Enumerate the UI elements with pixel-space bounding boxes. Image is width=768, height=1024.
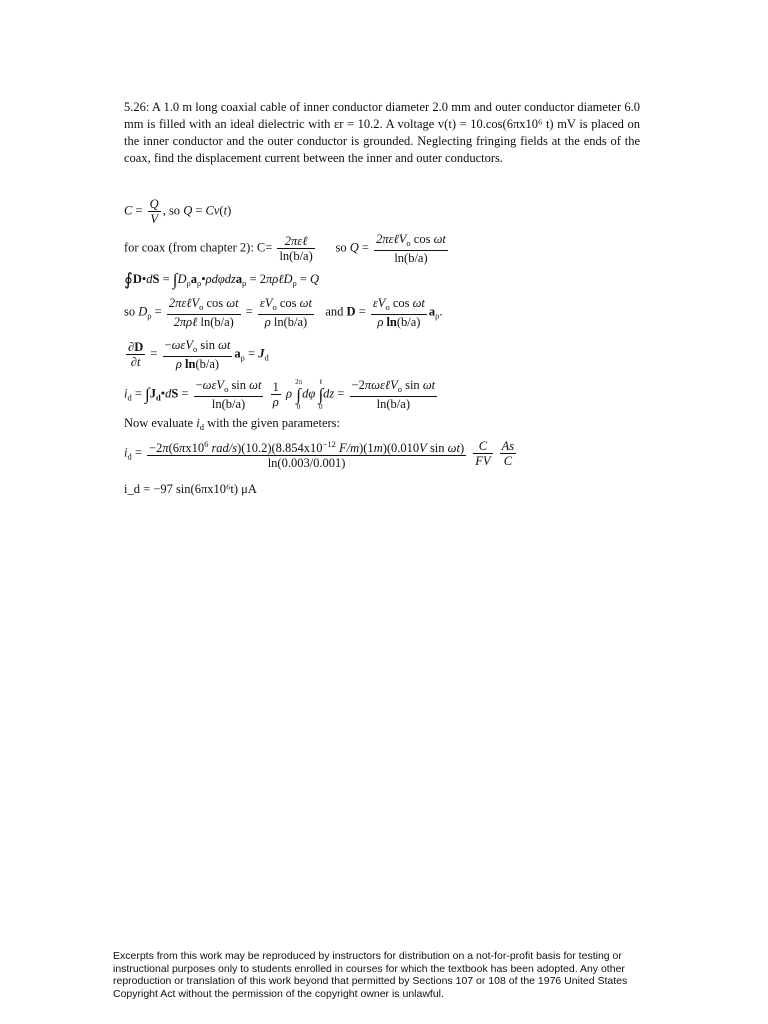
evaluate-suffix: with the given parameters: — [207, 416, 341, 430]
and-label: and — [325, 304, 344, 319]
evaluate-line: Now evaluate $i_d$ with the given parameters: — [124, 416, 341, 432]
equation-result: i_d = −97 sin(6πx10⁶t) μA — [124, 482, 257, 496]
equation-coax-capacitance: for coax (from chapter 2): C= $\frac{\text{2πεℓ}}{\ln(b/a)}$ so Q = $\frac{2\pi\varepsilon\ell V_o \cos \omega t}{\ln(b/a)}$ — [124, 232, 446, 265]
equation-numeric: $i_d$ = $\frac{-2\pi(6\pi x10^6 rad/s)(10.2)(8.854x10^{-12} F/m)(1m)(0.010V \sin \omega t)}{\ln(0.003/0.001)}$ $\frac{C}{FV}$ $\frac{As}{C}$ — [124, 439, 515, 470]
copyright-footer: Excerpts from this work may be reproduced by instructors for distribution on a not-for-profit basis for testing or instructional purposes only to students enrolled in courses for which the textbook has been adopted. Any other reproduction or translation of this work beyond that permitted by Sections 107 or 108 of the 1976 United States Copyright Act without the permission of the copyright owner is unlawful. — [113, 950, 628, 1000]
equation-gauss: ∮D•dS = $\int D_\rho a_\rho•\rho d\varphi dza_\rho$ = 2πρℓD$_\rho$ = Q — [124, 270, 320, 289]
equation-d-rho: so $D_\rho$ = $\frac{2\pi\varepsilon\ell V_o \cos \omega t}{\text{2πρℓ ln(b/a)}}$ = $\frac{\varepsilon V_o \cos \omega t}{\text{ρ ln(b/a)}}$ and D = $\frac{\varepsilon V_o \cos \omega t}{\text{ρ ln(b/a)}}$ $a_\rho$. — [124, 296, 443, 329]
equation-capacitance: C = $\frac{Q}{V}$ , so Q = Cv(t) — [124, 197, 232, 226]
evaluate-label: Now evaluate — [124, 416, 194, 430]
so-label: so — [168, 203, 181, 218]
equation-displacement-density: $\frac{\partial D}{\partial t}$ = $\frac{-\omega\varepsilon V_o \sin \omega t}{\text{ρ ln(b/a)}}$ $a_\rho = J_d$ — [128, 338, 269, 371]
coax-label: for coax (from chapter 2): C= — [124, 240, 273, 255]
so-label-2: so — [335, 240, 347, 255]
problem-statement: 5.26: A 1.0 m long coaxial cable of inner conductor diameter 2.0 mm and outer conductor diameter 6.0 mm is filled with an ideal dielectric with εr = 10.2. A voltage v(t) = 10.cos(6πx10⁶ t) mV is placed on the inner conductor and the outer conductor is grounded. Neglecting fringing fields at the ends of the coax, find the displacement current between the inner and outer conductors. — [124, 100, 640, 165]
so-label-3: so — [124, 304, 136, 319]
equation-current-integral: $i_d$ = $\int J_d•dS$ = $\frac{-\omega\varepsilon V_o \sin \omega t}{\ln(b/a)}$ $\frac{1}{\rho}$ ρ 2π ∫ 0dφ ℓ ∫ 0dz = $\frac{-2\pi\omega\varepsilon\ell V_o \sin \omega t}{\ln(b/a)}$ — [124, 378, 436, 411]
